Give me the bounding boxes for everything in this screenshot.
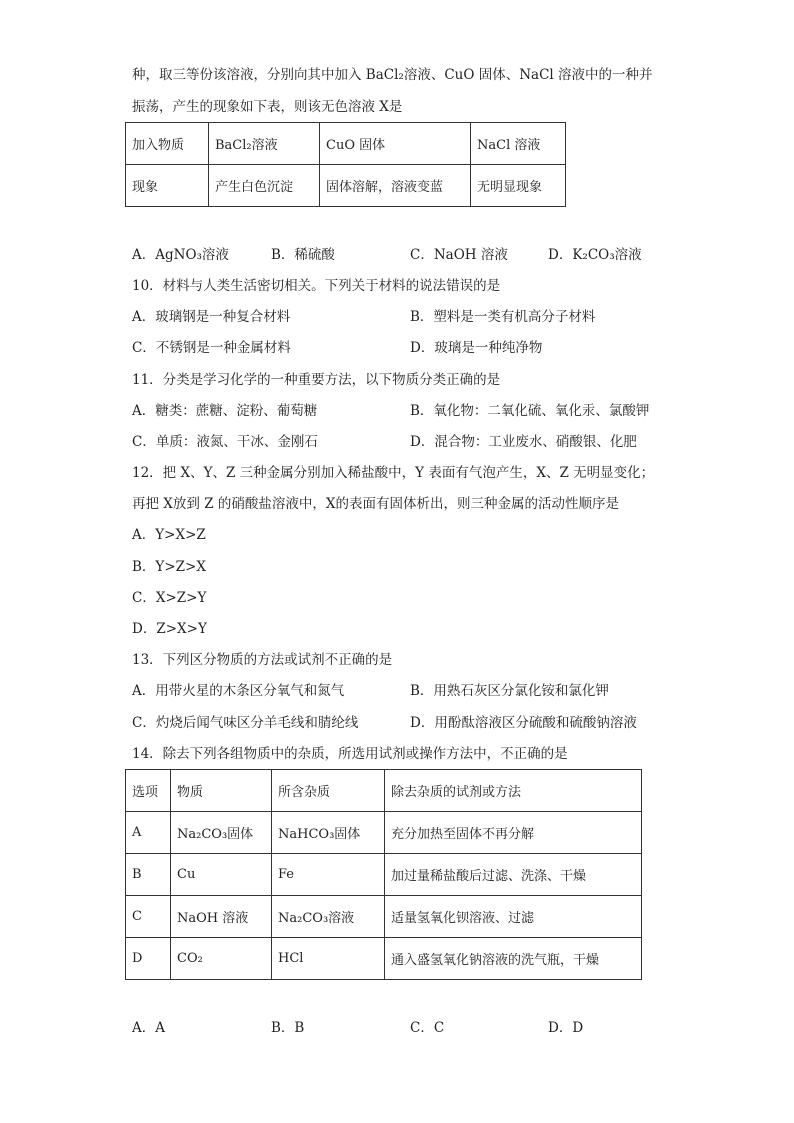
q12-option-c: C．X>Z>Y xyxy=(132,590,207,606)
q11-option-d: D．混合物：工业废水、硝酸银、化肥 xyxy=(410,434,637,450)
q11-option-c: C．单质：液氮、干冰、金刚石 xyxy=(132,434,318,450)
q10-option-d: D．玻璃是一种纯净物 xyxy=(410,340,543,356)
reaction-phenomena-table xyxy=(125,122,566,207)
table-cell: 所含杂质 xyxy=(272,770,385,812)
table-cell: CO₂ xyxy=(171,938,272,980)
q14-option-c: C．C xyxy=(410,1020,445,1036)
table-cell: 产生白色沉淀 xyxy=(209,165,320,207)
table-row xyxy=(126,896,642,938)
table-cell: CuO 固体 xyxy=(320,123,471,165)
q13-option-d: D．用酚酞溶液区分硫酸和硫酸钠溶液 xyxy=(410,715,637,731)
table-cell: NaCl 溶液 xyxy=(471,123,566,165)
q12-option-d: D．Z>X>Y xyxy=(132,621,207,637)
q12-stem-line-2: 再把 X放到 Z 的硝酸盐溶液中，X的表面有固体析出，则三种金属的活动性顺序是 xyxy=(132,496,619,512)
table-row xyxy=(126,812,642,854)
table-cell: 固体溶解，溶液变蓝 xyxy=(320,165,471,207)
q11-stem: 11．分类是学习化学的一种重要方法，以下物质分类正确的是 xyxy=(132,372,501,388)
table-cell: 现象 xyxy=(126,165,209,207)
table-cell: C xyxy=(126,896,171,938)
table-cell: 加过量稀盐酸后过滤、洗涤、干燥 xyxy=(385,854,642,896)
intro-line-1: 种，取三等份该溶液，分别向其中加入 BaCl₂溶液、CuO 固体、NaCl 溶液中的一种并 xyxy=(132,67,653,83)
q14-option-b: B．B xyxy=(271,1020,305,1036)
table-cell: BaCl₂溶液 xyxy=(209,123,320,165)
table-row xyxy=(126,165,566,207)
table-row xyxy=(126,770,642,812)
table-cell: 充分加热至固体不再分解 xyxy=(385,812,642,854)
table-cell: 无明显现象 xyxy=(471,165,566,207)
table-row xyxy=(126,938,642,980)
q13-option-c: C．灼烧后闻气味区分羊毛线和腈纶线 xyxy=(132,715,359,731)
q13-stem: 13．下列区分物质的方法或试剂不正确的是 xyxy=(132,652,393,668)
impurity-removal-table xyxy=(125,769,642,980)
table-cell: 通入盛氢氧化钠溶液的洗气瓶，干燥 xyxy=(385,938,642,980)
table-row xyxy=(126,854,642,896)
q14-stem: 14．除去下列各组物质中的杂质，所选用试剂或操作方法中，不正确的是 xyxy=(132,746,568,762)
q11-option-a: A．糖类：蔗糖、淀粉、葡萄糖 xyxy=(132,403,318,419)
q13-option-a: A．用带火星的木条区分氧气和氮气 xyxy=(132,683,345,699)
intro-line-2: 振荡，产生的现象如下表，则该无色溶液 X是 xyxy=(132,99,403,115)
q13-option-b: B．用熟石灰区分氯化铵和氯化钾 xyxy=(410,683,609,699)
table-cell: Na₂CO₃溶液 xyxy=(272,896,385,938)
q9-option-c: C．NaOH 溶液 xyxy=(410,247,508,263)
table-cell: Fe xyxy=(272,854,385,896)
q9-option-d: D．K₂CO₃溶液 xyxy=(548,247,642,263)
q10-option-b: B．塑料是一类有机高分子材料 xyxy=(410,309,596,325)
table-cell: 物质 xyxy=(171,770,272,812)
q10-stem: 10．材料与人类生活密切相关。下列关于材料的说法错误的是 xyxy=(132,278,501,294)
q11-option-b: B．氧化物：二氧化硫、氧化汞、氯酸钾 xyxy=(410,403,650,419)
table-cell: A xyxy=(126,812,171,854)
table-cell: B xyxy=(126,854,171,896)
table-row xyxy=(126,123,566,165)
table-cell: NaOH 溶液 xyxy=(171,896,272,938)
table-cell: 除去杂质的试剂或方法 xyxy=(385,770,642,812)
q9-option-b: B．稀硫酸 xyxy=(271,247,335,263)
table-cell: Cu xyxy=(171,854,272,896)
q10-option-c: C．不锈钢是一种金属材料 xyxy=(132,340,291,356)
q14-option-a: A．A xyxy=(132,1020,165,1036)
q14-option-d: D．D xyxy=(548,1020,584,1036)
q10-option-a: A．玻璃钢是一种复合材料 xyxy=(132,309,291,325)
table-cell: Na₂CO₃固体 xyxy=(171,812,272,854)
table-cell: 加入物质 xyxy=(126,123,209,165)
table-cell: NaHCO₃固体 xyxy=(272,812,385,854)
q12-stem-line-1: 12．把 X、Y、Z 三种金属分别加入稀盐酸中，Y 表面有气泡产生，X、Z 无明显变化； xyxy=(132,465,655,481)
q12-option-b: B．Y>Z>X xyxy=(132,559,206,575)
table-cell: 适量氢氧化钡溶液、过滤 xyxy=(385,896,642,938)
table-cell: 选项 xyxy=(126,770,171,812)
table-cell: D xyxy=(126,938,171,980)
table-cell: HCl xyxy=(272,938,385,980)
q9-option-a: A．AgNO₃溶液 xyxy=(132,247,229,263)
q12-option-a: A．Y>X>Z xyxy=(132,527,206,543)
